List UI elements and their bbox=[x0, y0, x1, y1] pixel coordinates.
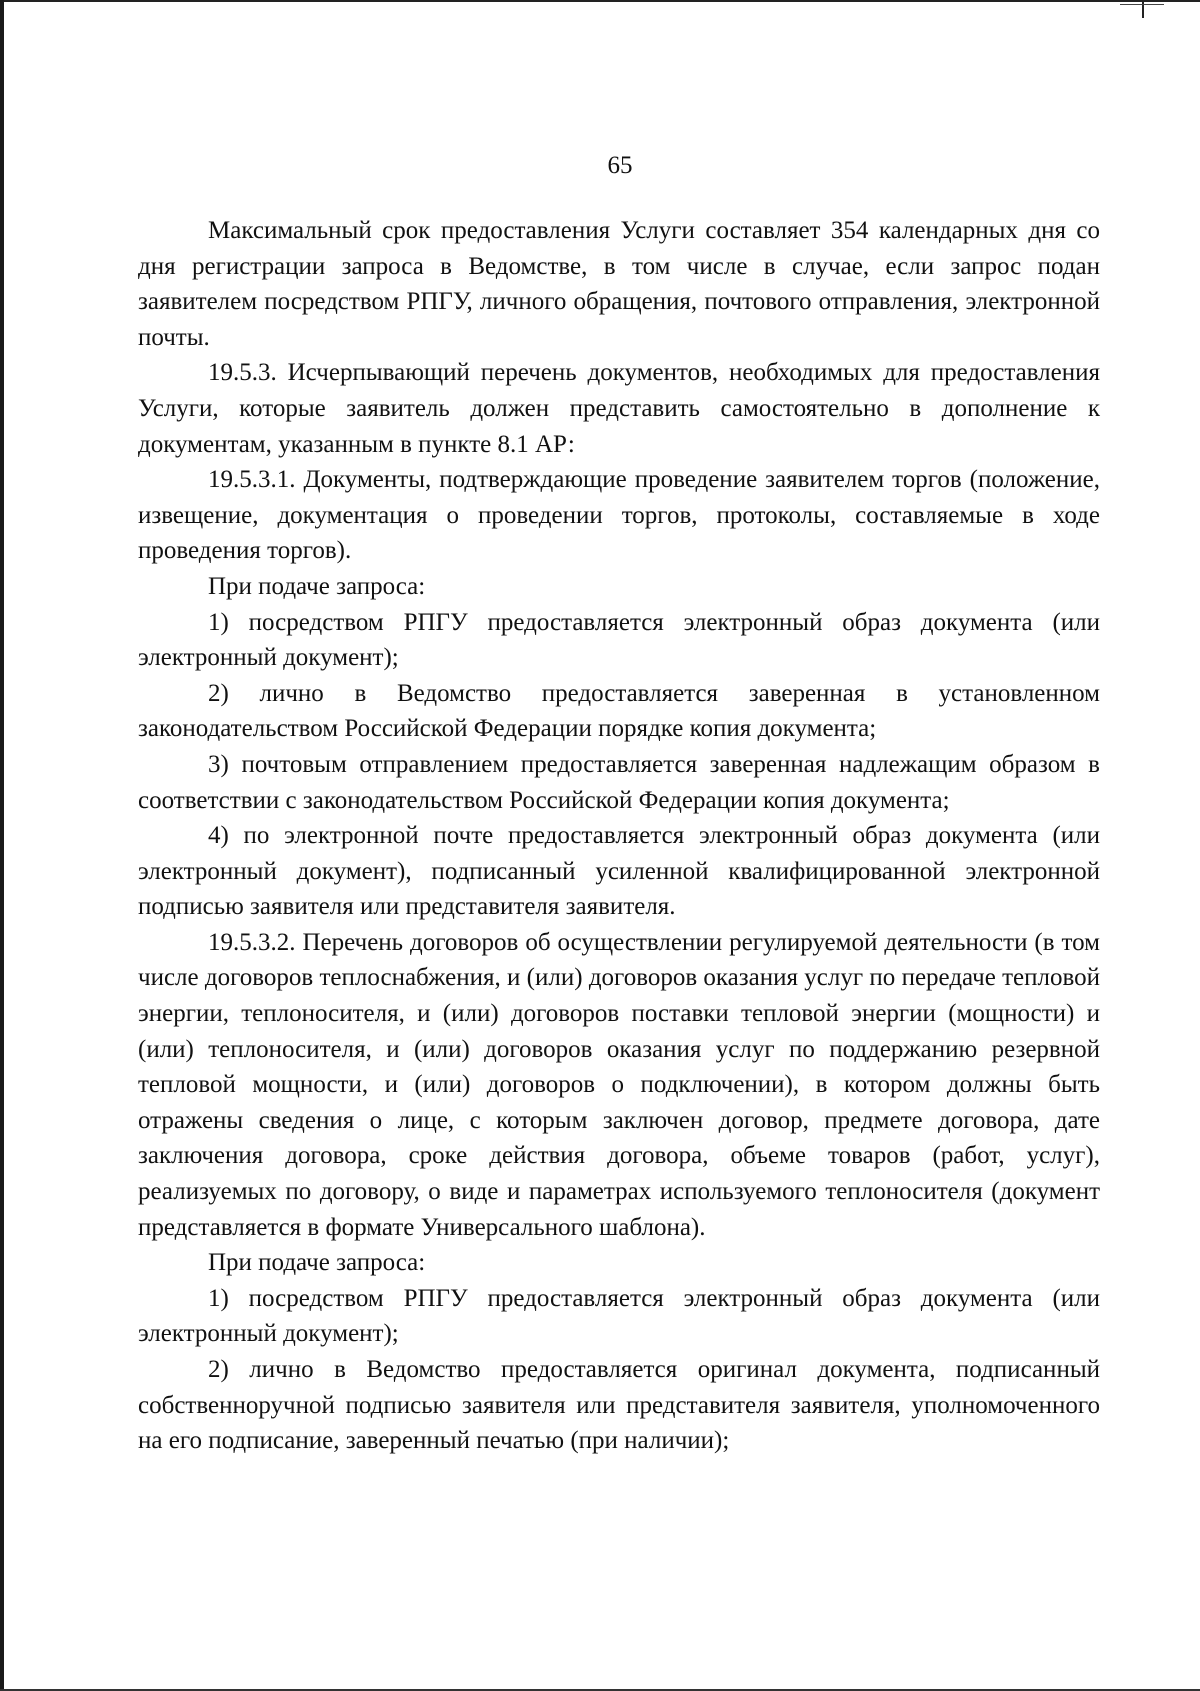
paragraph-19-5-3: 19.5.3. Исчерпывающий перечень документов, необходимых для предоставления Услуги, которые заявитель должен представить самостоятельно в дополнение к документам, указанным в пункте 8.1 АР: bbox=[138, 359, 1100, 458]
paragraph-19-5-3-2: 19.5.3.2. Перечень договоров об осуществлении регулируемой деятельности (в том числе договоров теплоснабжения, и (или) договоров оказания услуг по передаче тепловой энергии, теплоносителя, и (или) договоров поставки тепловой энергии (мощности) и (или) теплоносителя, и (или) договоров оказания услуг по поддержанию резервной тепловой мощности, и (или) договоров о подключении), в котором должны быть отражены сведения о лице, с которым заключен договор, предмете договора, дате заключения договора, сроке действия договора, объеме товаров (работ, услуг), реализуемых по договору, о виде и параметрах используемого теплоносителя (документ представляется в формате Универсального шаблона). bbox=[138, 928, 1100, 1241]
page-number: 65 bbox=[607, 152, 633, 179]
document-body bbox=[138, 213, 1100, 1459]
scan-corner-tick bbox=[1120, 4, 1164, 5]
paragraph-submission-heading: При подаче запроса: bbox=[208, 572, 426, 600]
scan-border-left bbox=[0, 0, 4, 1691]
paragraph-submission-heading-2: При подаче запроса: bbox=[208, 1249, 426, 1277]
scan-corner-mark bbox=[1142, 0, 1144, 18]
paragraph-max-term: Максимальный срок предоставления Услуги составляет 354 календарных дня со дня регистрации запроса в Ведомстве, в том числе в случае, если запрос подан заявителем посредством РПГУ, личного обращения, почтового отправления, электронной почты. bbox=[138, 217, 1100, 351]
list-item-2: 2) лично в Ведомство предоставляется заверенная в установленном законодательством Российской Федерации порядке копия документа; bbox=[138, 679, 1100, 743]
list-item-1: 1) посредством РПГУ предоставляется электронный образ документа (или электронный документ); bbox=[138, 608, 1100, 672]
scan-border-top bbox=[0, 0, 1200, 2]
paragraph-19-5-3-1: 19.5.3.1. Документы, подтверждающие проведение заявителем торгов (положение, извещение, документация о проведении торгов, протоколы, составляемые в ходе проведения торгов). bbox=[138, 466, 1100, 565]
list-item-4: 4) по электронной почте предоставляется электронный образ документа (или электронный документ), подписанный усиленной квалифицированной электронной подписью заявителя или представителя заявителя. bbox=[138, 822, 1100, 921]
list-item-1b: 1) посредством РПГУ предоставляется электронный образ документа (или электронный документ); bbox=[138, 1284, 1100, 1348]
list-item-2b: 2) лично в Ведомство предоставляется оригинал документа, подписанный собственноручной подписью заявителя или представителя заявителя, уполномоченного на его подписание, заверенный печатью (при наличии); bbox=[138, 1356, 1100, 1455]
list-item-3: 3) почтовым отправлением предоставляется заверенная надлежащим образом в соответствии с законодательством Российской Федерации копия документа; bbox=[138, 750, 1100, 814]
